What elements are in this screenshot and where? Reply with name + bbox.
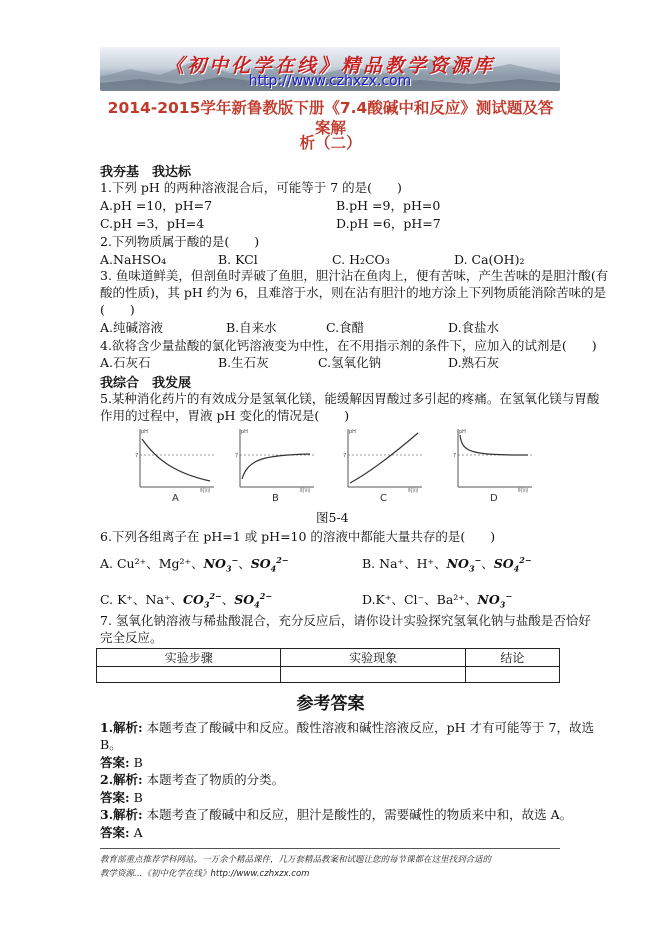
q3-option-d: D.食盐水 bbox=[448, 320, 500, 335]
q4-option-b: B.生石灰 bbox=[218, 355, 269, 370]
table-row bbox=[97, 667, 560, 683]
footer-line1: 教育部重点推荐学科网站。一万余个精品课件，几万套精品教案和试题让您的每节课都在这里找到合适的 bbox=[100, 855, 492, 865]
q4-option-a: A.石灰石 bbox=[100, 355, 151, 370]
document-title-line2: 析（二） bbox=[299, 134, 362, 152]
q7-line1: 7. 氢氧化钠溶液与稀盐酸混合，充分反应后，请你设计实验探究氢氧化钠与盐酸是否恰好 bbox=[100, 613, 591, 628]
answer-2 bbox=[100, 790, 143, 806]
q3-line1: 3. 鱼味道鲜美，但剖鱼时弄破了鱼胆，胆汁沾在鱼肉上，便有苦味，产生苦味的是胆汁酸(有 bbox=[100, 268, 609, 283]
answer-value: A bbox=[133, 825, 143, 840]
axis-label-time: 时间 bbox=[300, 488, 311, 493]
analysis-label: 2.解析: bbox=[100, 772, 143, 787]
q1-option-a: A.pH =10，pH=7 bbox=[100, 198, 213, 213]
q3-option-a: A.纯碱溶液 bbox=[100, 320, 164, 335]
chart-option-letter: B bbox=[272, 493, 279, 504]
q6-option-d bbox=[362, 588, 512, 613]
footer-line2[interactable]: 教学资源…《初中化学在线》http://www.czhxzx.com bbox=[100, 869, 310, 879]
table-cell[interactable] bbox=[465, 667, 559, 683]
ph-curve bbox=[350, 433, 418, 483]
q2-option-c: C. H₂CO₃ bbox=[332, 252, 390, 267]
axis-label-ph: pH bbox=[141, 429, 148, 435]
answer-label: 答案: bbox=[100, 755, 130, 770]
q2-option-d: D. Ca(OH)₂ bbox=[454, 252, 525, 267]
q5-line1: 5.某种消化药片的有效成分是氢氧化镁，能缓解因胃酸过多引起的疼痛。在氢氧化镁与胃酸 bbox=[100, 391, 600, 406]
ph-curve bbox=[142, 439, 210, 481]
answer-label: 答案: bbox=[100, 825, 130, 840]
sulfate-ion: $SO_4^{2-}$ bbox=[250, 555, 289, 574]
axis-label-time: 时间 bbox=[408, 488, 419, 493]
analysis-text: 本题考查了物质的分类。 bbox=[146, 772, 285, 787]
q4-stem: 4.欲将含少量盐酸的氯化钙溶液变为中性，在不用指示剂的条件下，应加入的试剂是( ) bbox=[100, 338, 597, 353]
q6-option-a bbox=[100, 552, 289, 577]
table-header-phenomena: 实验现象 bbox=[281, 649, 465, 667]
level-label: 7 bbox=[343, 453, 347, 459]
q6-option-c bbox=[100, 588, 272, 613]
q3-line3: ( ) bbox=[100, 302, 135, 317]
q6-stem: 6.下列各组离子在 pH=1 或 pH=10 的溶液中都能大量共存的是( ) bbox=[100, 529, 496, 544]
q6-option-c-text: C. K⁺、Na⁺、 bbox=[100, 592, 183, 608]
sulfate-ion: $SO_4^{2-}$ bbox=[493, 555, 532, 574]
axis-label-time: 时间 bbox=[518, 488, 529, 493]
header-banner bbox=[100, 47, 560, 91]
chart-option-letter: C bbox=[380, 493, 387, 504]
nitrate-ion: $NO_3^-$ bbox=[203, 555, 239, 574]
axis-label-ph: pH bbox=[241, 429, 248, 435]
q2-stem: 2.下列物质属于酸的是( ) bbox=[100, 234, 260, 249]
q1-option-d: D.pH =6，pH=7 bbox=[336, 216, 441, 231]
table-header-row bbox=[97, 649, 560, 667]
figure-caption: 图5-4 bbox=[316, 510, 349, 525]
q3-option-b: B.自来水 bbox=[226, 320, 277, 335]
q6-option-b-text: B. Na⁺、H⁺、 bbox=[362, 556, 447, 572]
answers-heading: 参考答案 bbox=[296, 694, 365, 714]
separator: 、 bbox=[221, 592, 235, 608]
analysis-label: 3.解析: bbox=[100, 807, 143, 822]
banner-url[interactable]: http://www.czhxzx.com bbox=[248, 73, 412, 89]
q4-option-c: C.氢氧化钠 bbox=[318, 355, 382, 370]
level-label: 7 bbox=[235, 453, 239, 459]
analysis-text: 本题考查了酸碱中和反应。酸性溶液和碱性溶液反应，pH 才有可能等于 7，故选 bbox=[146, 720, 594, 735]
q1-option-c: C.pH =3，pH=4 bbox=[100, 216, 205, 231]
sulfate-ion: $SO_4^{2-}$ bbox=[234, 591, 272, 610]
q4-option-d: D.熟石灰 bbox=[448, 355, 500, 370]
footer-divider bbox=[100, 848, 560, 849]
q3-option-c: C.食醋 bbox=[326, 320, 365, 335]
table-header-steps: 实验步骤 bbox=[97, 649, 281, 667]
answer-1-continuation: B。 bbox=[100, 737, 122, 752]
level-label: 7 bbox=[453, 453, 457, 459]
q6-option-a-text: A. Cu²⁺、Mg²⁺、 bbox=[100, 556, 204, 572]
section-heading-advanced: 我综合 我发展 bbox=[100, 376, 192, 391]
answer-3-analysis bbox=[100, 807, 572, 823]
ph-curve bbox=[242, 454, 310, 479]
q7-line2: 完全反应。 bbox=[100, 630, 163, 645]
chart-option-letter: D bbox=[490, 493, 498, 504]
ph-chart-a bbox=[134, 427, 216, 493]
answer-1-analysis bbox=[100, 720, 594, 736]
analysis-label: 1.解析: bbox=[100, 720, 143, 735]
document-title-line1: 2014-2015学年新鲁教版下册《7.4酸碱中和反应》测试题及答案解 bbox=[107, 99, 554, 137]
q3-line2: 酸的性质)，其 pH 约为 6，且难溶于水，则在沾有胆汁的地方涂上下列物质能消除苦味的是 bbox=[100, 285, 607, 300]
answer-value: B bbox=[133, 755, 143, 770]
nitrate-ion: $NO_3^-$ bbox=[477, 591, 513, 610]
analysis-text: 本题考查了酸碱中和反应，胆汁是酸性的，需要碱性的物质来中和，故选 A。 bbox=[146, 807, 573, 822]
banner-title: 《初中化学在线》精品教学资源库 bbox=[164, 55, 495, 77]
table-header-conclusion: 结论 bbox=[465, 649, 559, 667]
answer-label: 答案: bbox=[100, 790, 130, 805]
q6-option-b bbox=[362, 552, 532, 577]
q5-line2: 作用的过程中，胃液 pH 变化的情况是( ) bbox=[100, 408, 350, 423]
answer-3 bbox=[100, 825, 143, 841]
table-cell[interactable] bbox=[97, 667, 281, 683]
separator: 、 bbox=[481, 556, 494, 572]
q1-option-b: B.pH =9，pH=0 bbox=[336, 198, 441, 213]
q2-option-a: A.NaHSO₄ bbox=[100, 252, 167, 267]
chart-option-letter: A bbox=[172, 493, 179, 504]
q1-stem: 1.下列 pH 的两种溶液混合后，可能等于 7 的是( ) bbox=[100, 180, 402, 195]
answer-1 bbox=[100, 755, 143, 771]
ph-chart-b bbox=[234, 427, 316, 493]
nitrate-ion: $NO_3^-$ bbox=[446, 555, 482, 574]
ph-chart-d bbox=[452, 427, 534, 493]
q6-option-d-text: D.K⁺、Cl⁻、Ba²⁺、 bbox=[362, 592, 478, 608]
answer-2-analysis bbox=[100, 772, 284, 788]
carbonate-ion: $CO_3^{2-}$ bbox=[183, 591, 222, 610]
experiment-table bbox=[96, 648, 560, 683]
q2-option-b: B. KCl bbox=[218, 252, 258, 267]
axis-label-ph: pH bbox=[459, 429, 466, 435]
axis-label-time: 时间 bbox=[200, 488, 211, 493]
separator: 、 bbox=[238, 556, 251, 572]
answer-value: B bbox=[133, 790, 143, 805]
ph-chart-c bbox=[342, 427, 424, 493]
table-cell[interactable] bbox=[281, 667, 465, 683]
ph-curve bbox=[460, 435, 528, 455]
section-heading-basic: 我夯基 我达标 bbox=[100, 165, 192, 180]
axis-label-ph: pH bbox=[349, 429, 356, 435]
level-label: 7 bbox=[135, 453, 139, 459]
